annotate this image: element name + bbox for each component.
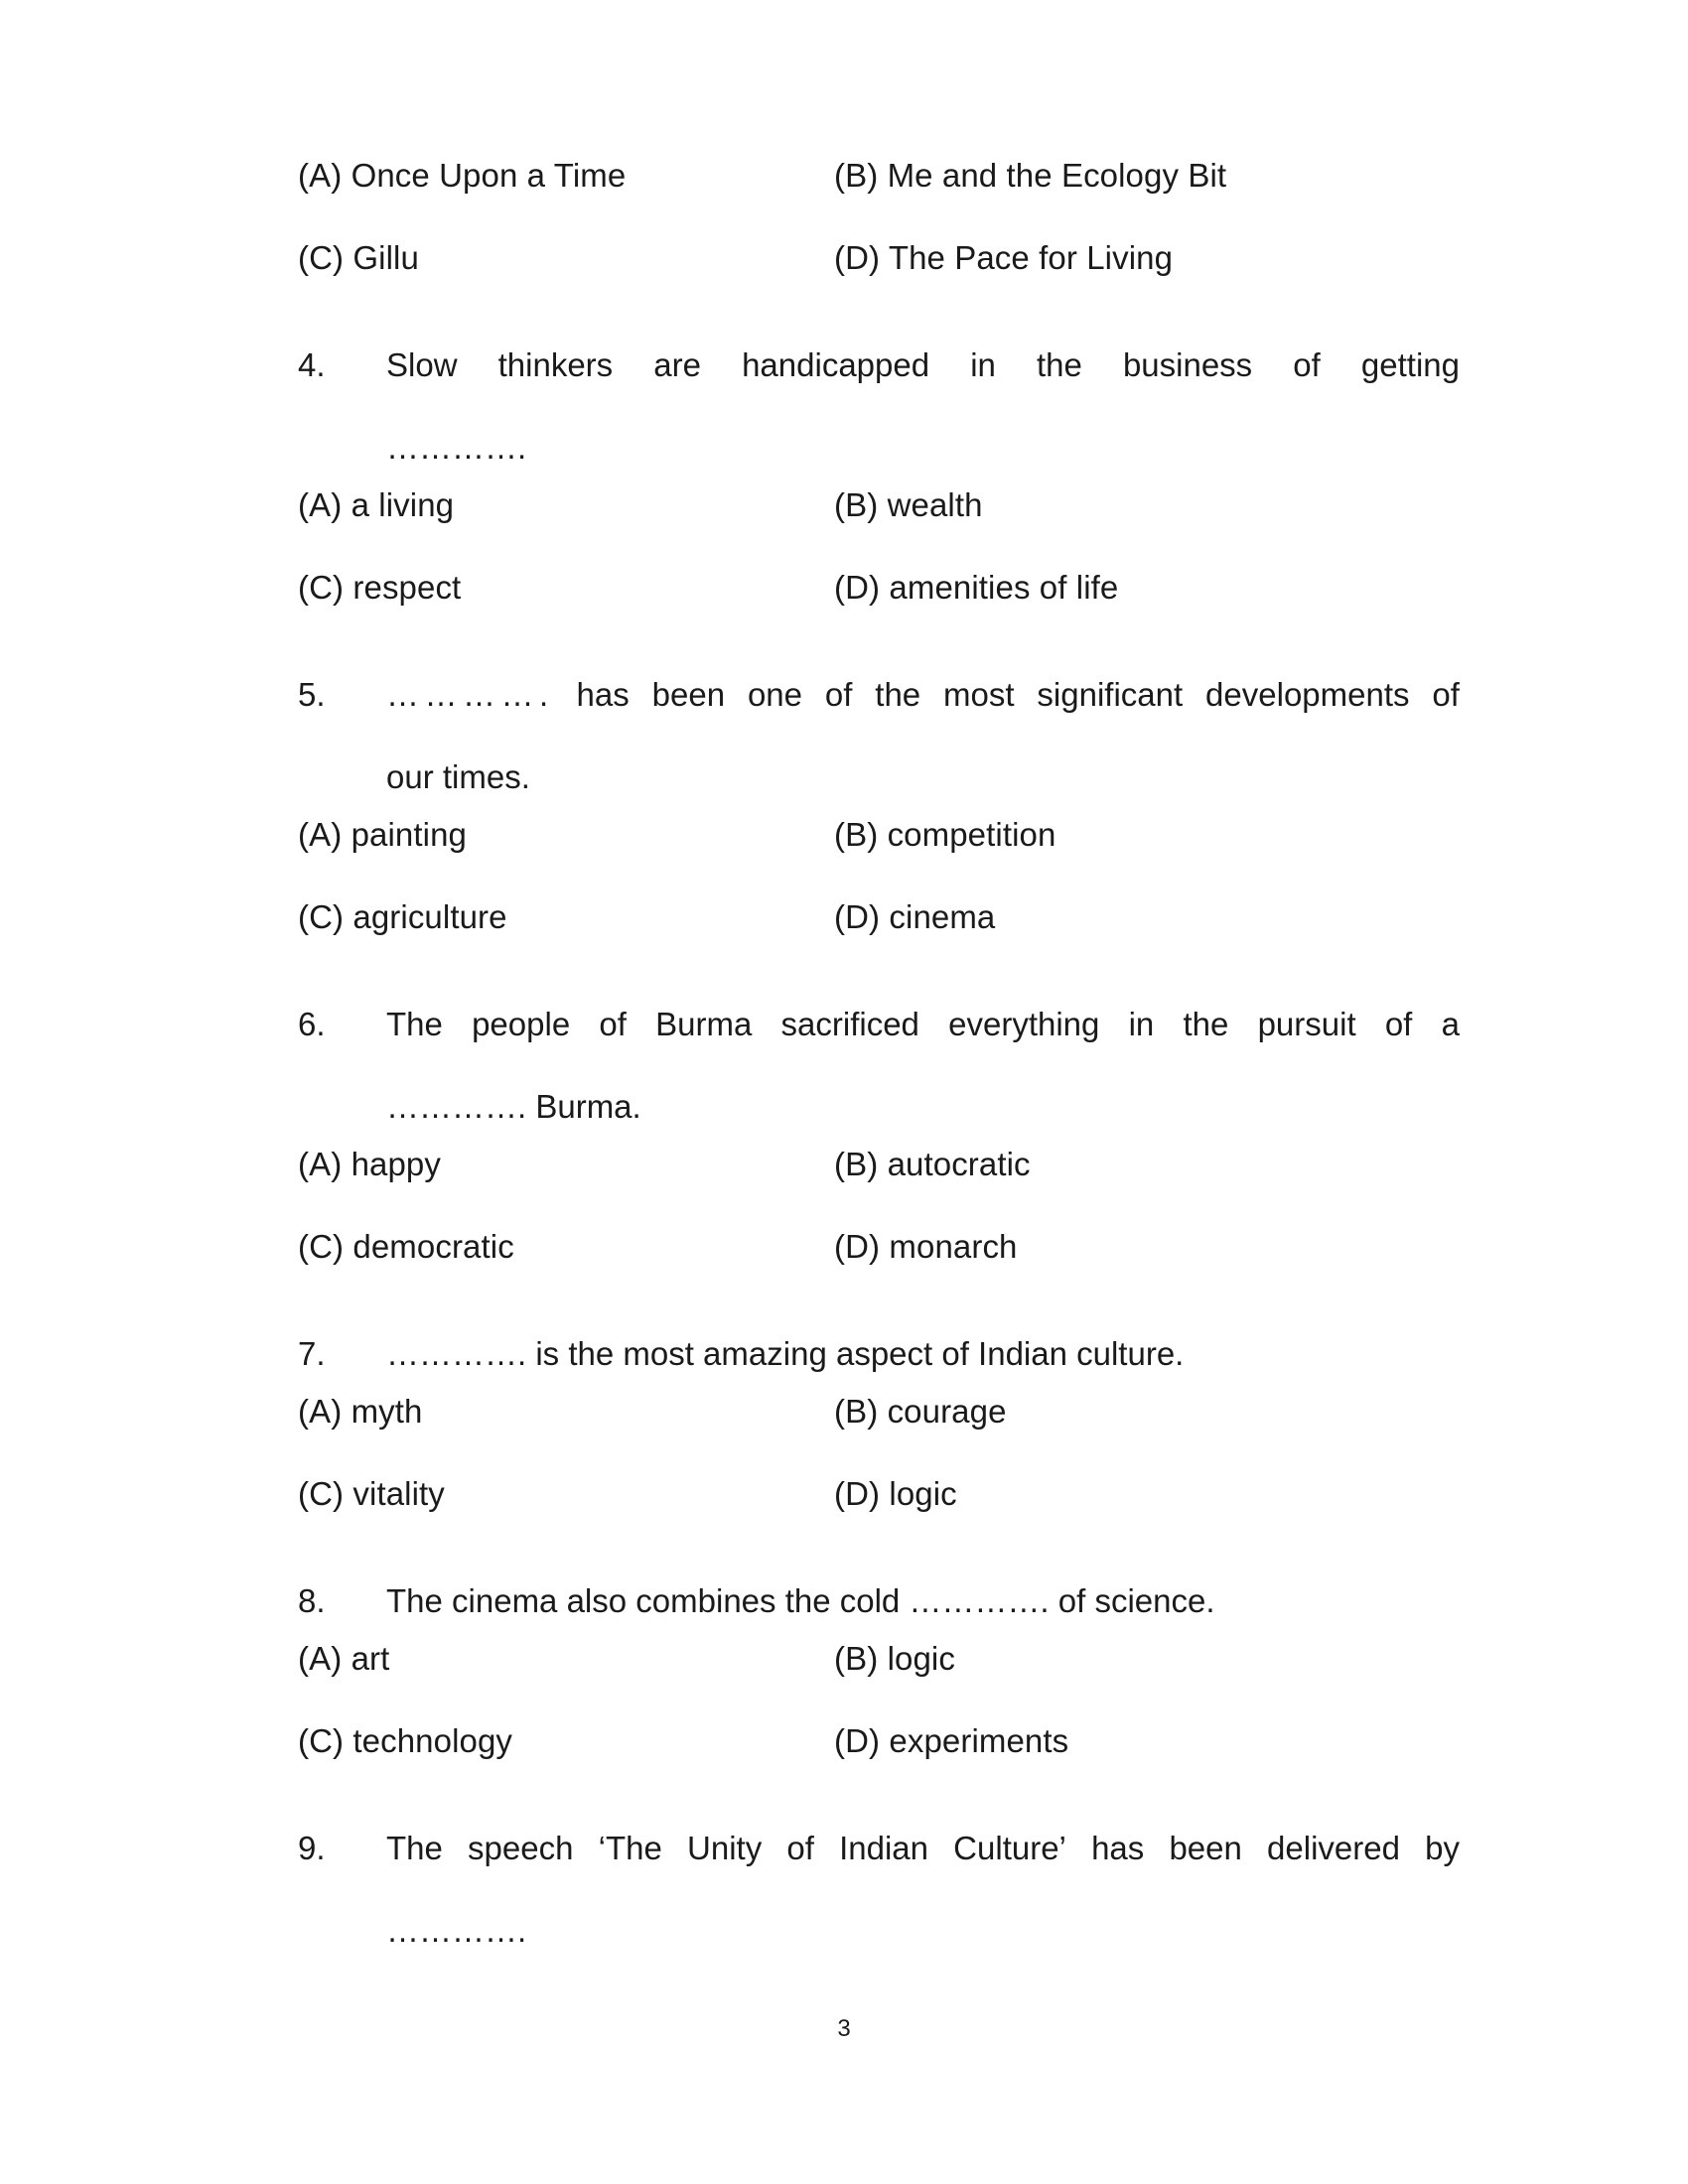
option-text: logic [887,1640,955,1677]
option-row [298,571,1460,653]
question-line [386,653,1460,736]
question-word: of [824,676,853,713]
option-label: (D) [834,569,881,606]
question-word: people [472,1006,571,1042]
option-text: Once Upon a Time [351,157,627,194]
answer-option[interactable] [834,1477,1460,1510]
option-row [298,900,1460,983]
option-text: painting [351,816,467,853]
question-text [386,653,1460,818]
answer-option[interactable] [834,241,1460,274]
option-label: (D) [834,1228,881,1265]
question-block [298,324,1460,488]
question-line: our times. [386,758,530,795]
question-number: 7. [298,1335,326,1372]
answer-option[interactable] [834,1230,1460,1263]
option-row [298,1148,1460,1230]
option-label: (C) [298,1475,345,1512]
option-text: autocratic [887,1146,1031,1182]
question-word: The [386,1006,443,1042]
option-text: cinema [889,898,996,935]
question-word: business [1122,346,1253,383]
option-label: (D) [834,1475,881,1512]
option-row [298,1642,1460,1724]
question-word: sacrificed [780,1006,919,1042]
option-row [298,1724,1460,1807]
option-label: (C) [298,898,345,935]
question-word: in [970,346,996,383]
question-block [298,1560,1460,1642]
answer-option[interactable] [298,900,834,933]
option-text: competition [887,816,1056,853]
option-label: (A) [298,157,343,194]
question-word: everything [948,1006,1100,1042]
option-label: (D) [834,898,881,935]
question-line: …………. [386,1912,527,1949]
answer-option[interactable] [834,1642,1460,1675]
question-line [386,324,1460,406]
question-word: of [786,1830,814,1866]
question-word: of [1293,346,1321,383]
option-label: (A) [298,1146,343,1182]
option-label: (B) [834,157,879,194]
question-word: the [1183,1006,1229,1042]
option-text: agriculture [352,898,507,935]
option-label: (D) [834,1722,881,1759]
question-word: has [1091,1830,1145,1866]
answer-option[interactable] [834,159,1460,192]
question-word: speech [468,1830,574,1866]
question-word: the [1036,346,1082,383]
option-row [298,1395,1460,1477]
question-text [386,324,1460,488]
question-block [298,653,1460,818]
question-word: developments [1205,676,1410,713]
answer-option[interactable] [298,1724,834,1757]
question-word: …………. [386,676,554,713]
answer-option[interactable] [834,1395,1460,1428]
question-word: Burma [655,1006,753,1042]
question-text [386,983,1460,1148]
option-text: The Pace for Living [888,239,1174,276]
question-list [298,159,1460,1972]
answer-option[interactable] [834,818,1460,851]
answer-option[interactable] [834,900,1460,933]
answer-option[interactable] [298,1477,834,1510]
question-block [298,983,1460,1148]
option-label: (B) [834,816,879,853]
page-number: 3 [837,2015,851,2042]
answer-option[interactable] [298,488,834,521]
question-word: are [653,346,701,383]
question-word: Indian [839,1830,928,1866]
option-text: democratic [352,1228,514,1265]
question-block [298,1807,1460,1972]
question-word: handicapped [742,346,930,383]
question-word: of [1384,1006,1413,1042]
question-word: Unity [687,1830,763,1866]
option-text: art [351,1640,390,1677]
question-word: most [943,676,1015,713]
option-text: logic [889,1475,957,1512]
question-word: has [576,676,630,713]
answer-option[interactable] [834,488,1460,521]
option-row [298,159,1460,241]
option-label: (D) [834,239,881,276]
question-word: one [747,676,802,713]
option-text: Gillu [352,239,419,276]
question-word: delivered [1267,1830,1400,1866]
answer-option[interactable] [834,1724,1460,1757]
answer-option[interactable] [834,571,1460,604]
question-number: 9. [298,1830,326,1866]
question-word: been [651,676,726,713]
question-word: of [599,1006,627,1042]
question-number: 8. [298,1582,326,1619]
answer-option[interactable] [298,1230,834,1263]
option-text: technology [352,1722,513,1759]
question-word: The [386,1830,443,1866]
question-block [298,1312,1460,1395]
question-word: pursuit [1257,1006,1356,1042]
question-number: 4. [298,346,326,383]
option-label: (A) [298,486,343,523]
option-label: (C) [298,569,345,606]
question-line: The cinema also combines the cold …………. of science. [386,1582,1215,1619]
option-text: vitality [352,1475,445,1512]
option-row [298,1477,1460,1560]
option-label: (A) [298,816,343,853]
question-text [386,1560,1460,1642]
option-row [298,1230,1460,1312]
option-row [298,241,1460,324]
option-row [298,488,1460,571]
question-word: significant [1037,676,1184,713]
option-label: (C) [298,1722,345,1759]
option-label: (C) [298,239,345,276]
question-word: Culture’ [953,1830,1066,1866]
question-text [386,1312,1460,1395]
question-line: …………. Burma. [386,1088,641,1125]
question-word: by [1425,1830,1460,1866]
option-label: (A) [298,1393,343,1430]
option-label: (C) [298,1228,345,1265]
question-word: of [1432,676,1460,713]
option-label: (B) [834,1393,879,1430]
question-word: thinkers [497,346,614,383]
answer-option[interactable] [298,241,834,274]
answer-option[interactable] [298,159,834,192]
option-text: experiments [889,1722,1069,1759]
question-word: been [1169,1830,1242,1866]
answer-option[interactable] [298,818,834,851]
question-line [386,983,1460,1065]
option-text: respect [352,569,462,606]
option-row [298,818,1460,900]
answer-option[interactable] [298,1395,834,1428]
question-number: 6. [298,1006,326,1042]
option-text: courage [887,1393,1007,1430]
question-word: ‘The [598,1830,662,1866]
answer-option[interactable] [834,1148,1460,1180]
question-word: in [1128,1006,1155,1042]
option-text: wealth [887,486,983,523]
question-line: …………. [386,429,527,466]
question-line [386,1807,1460,1889]
option-label: (B) [834,486,879,523]
option-label: (B) [834,1640,879,1677]
question-line: …………. is the most amazing aspect of Indian culture. [386,1335,1185,1372]
option-label: (A) [298,1640,343,1677]
option-text: happy [351,1146,441,1182]
option-text: myth [351,1393,423,1430]
answer-option[interactable] [298,1148,834,1180]
question-word: a [1441,1006,1460,1042]
option-label: (B) [834,1146,879,1182]
question-word: Slow [386,346,458,383]
answer-option[interactable] [298,1642,834,1675]
option-text: monarch [889,1228,1018,1265]
answer-option[interactable] [298,571,834,604]
question-word: the [875,676,921,713]
option-text: a living [351,486,455,523]
question-text [386,1807,1460,1972]
question-word: getting [1360,346,1460,383]
option-text: amenities of life [889,569,1119,606]
option-text: Me and the Ecology Bit [887,157,1227,194]
question-number: 5. [298,676,326,713]
